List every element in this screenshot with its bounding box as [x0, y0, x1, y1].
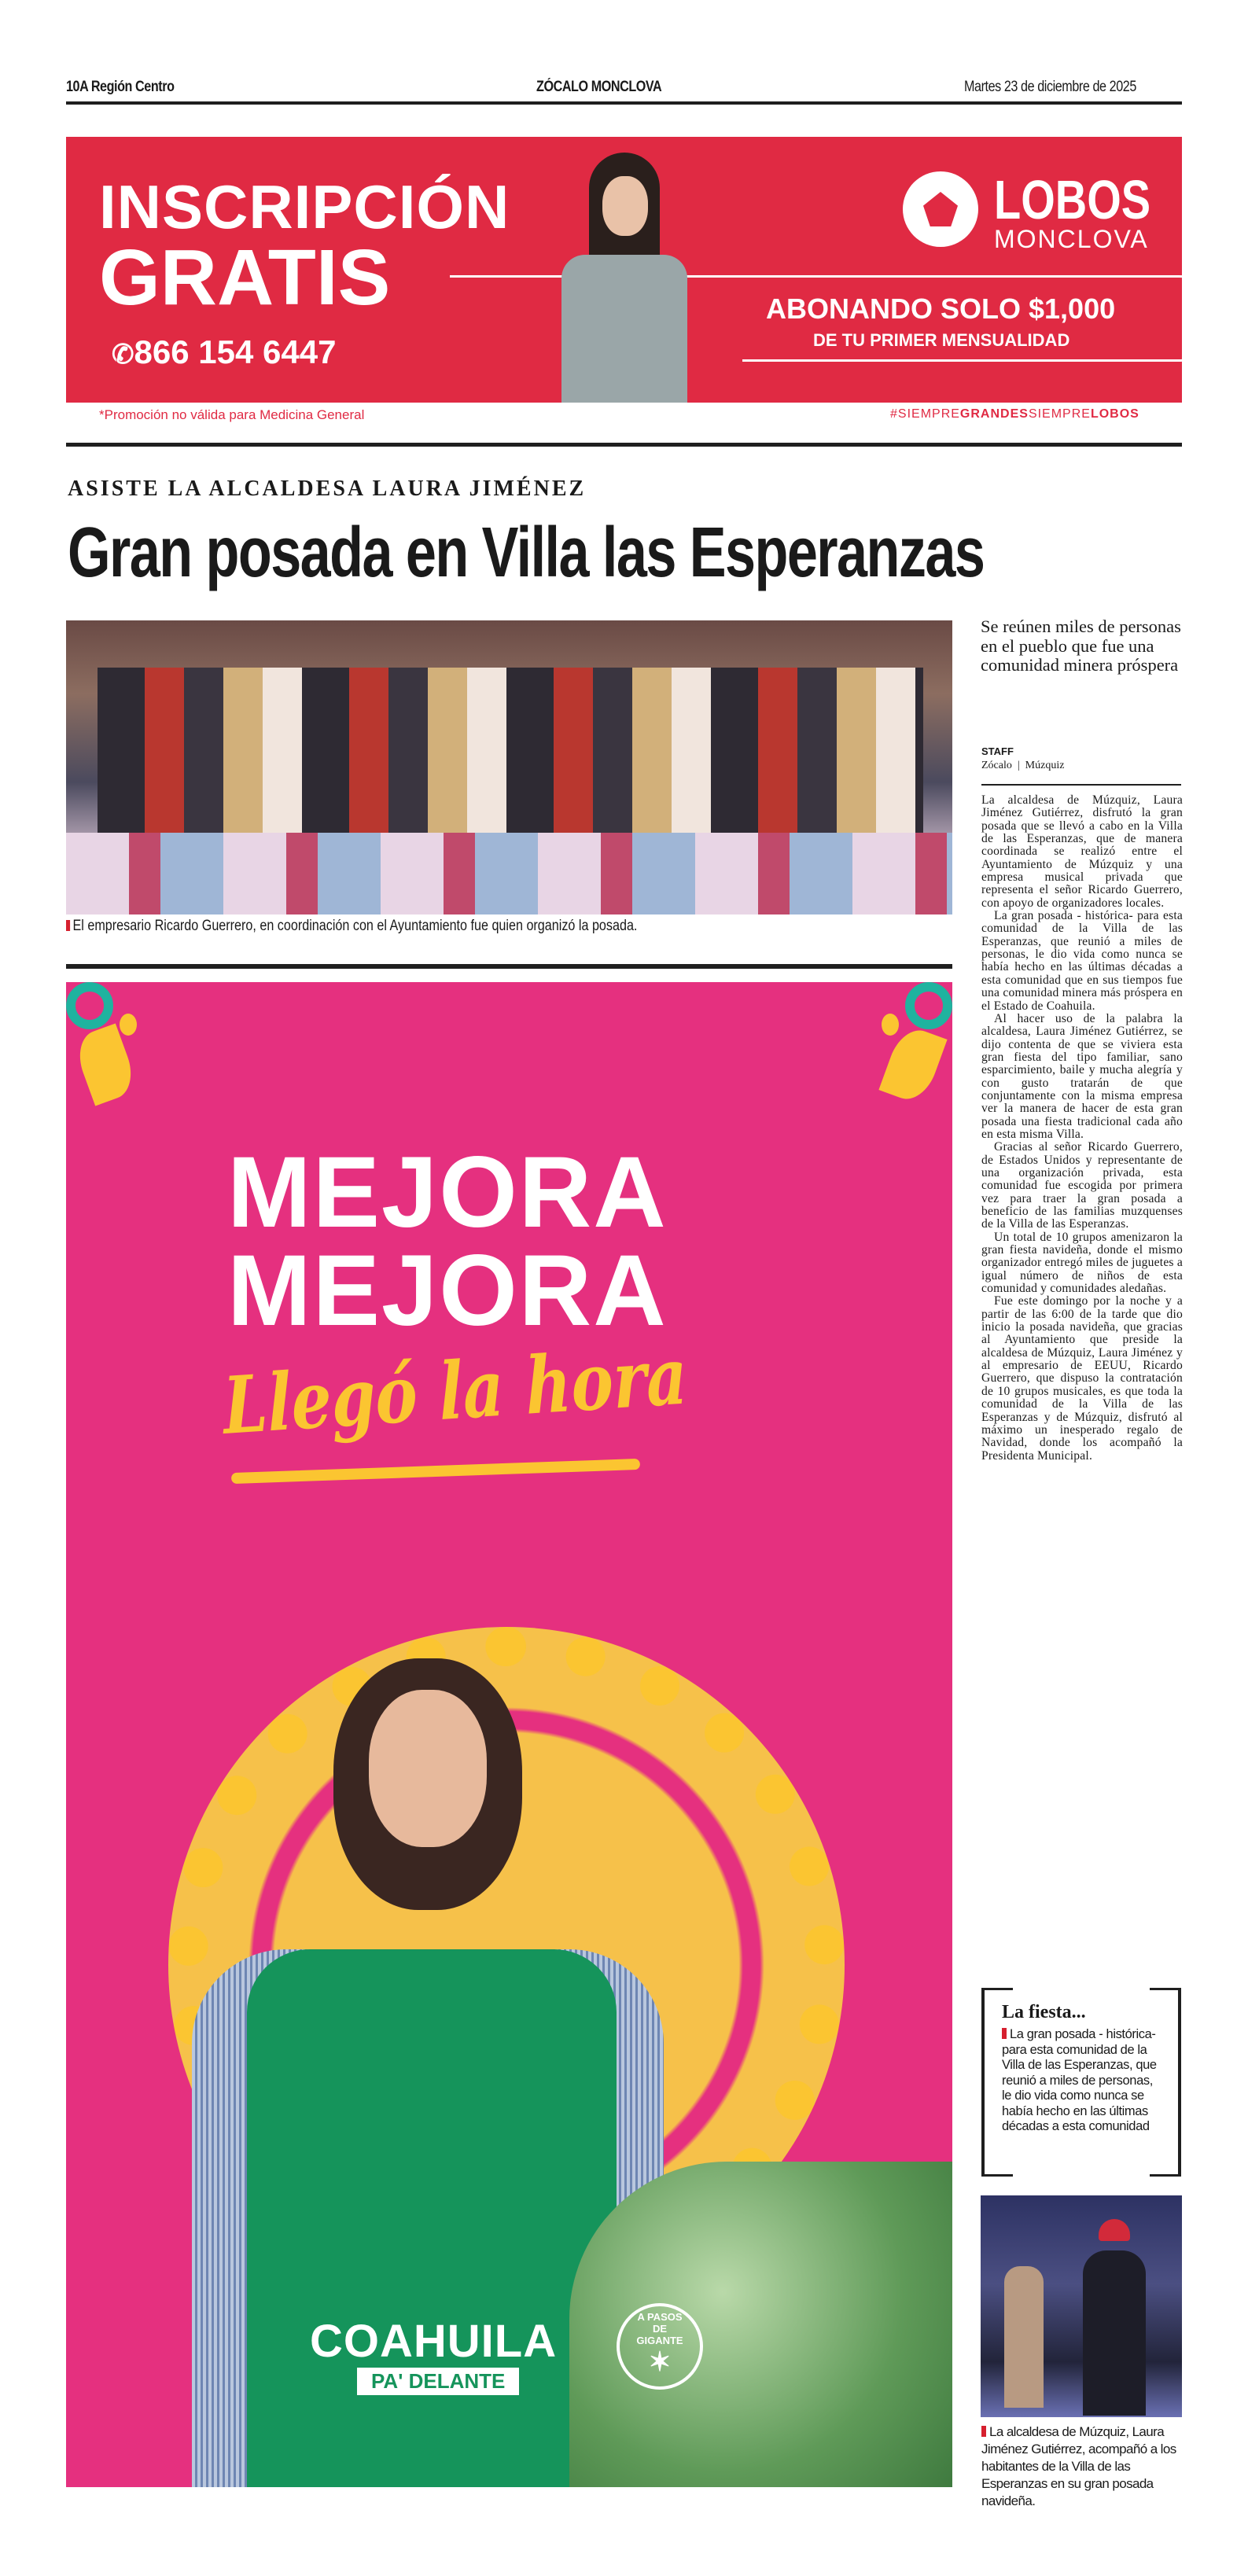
section-rule [66, 443, 1182, 447]
caption-marker-icon [981, 2426, 986, 2437]
article-kicker: ASISTE LA ALCALDESA LAURA JIMÉNEZ [68, 477, 587, 501]
posada-group-photo [66, 620, 952, 914]
ad-model-photo [554, 153, 695, 403]
ad-brand: LOBOS [994, 169, 1151, 230]
body-paragraph: Un total de 10 grupos amenizaron la gran fiesta navideña, donde el mismo organizador entregó miles de juguetes a igual número de niños de esta comunidad y comunidades aledañas. [981, 1230, 1183, 1296]
folio-rule [66, 101, 1182, 105]
mayor-stage-photo [981, 2195, 1182, 2417]
flower-decoration [905, 982, 952, 1029]
flower-decoration [882, 1014, 899, 1036]
ad-brand-sub: MONCLOVA [994, 225, 1149, 253]
flower-decoration [71, 1023, 139, 1106]
ad-script-tagline: Llegó la hora [221, 1329, 689, 1452]
seal-text: A PASOS DE GIGANTE [636, 2311, 683, 2346]
photo-caption [66, 918, 637, 935]
photo2-caption [981, 2423, 1187, 2510]
hashtag-part: SIEMPRE [1028, 407, 1091, 421]
body-paragraph: Gracias al señor Ricardo Guerrero, de Estados Unidos y representante de una organización privada, esta comunidad fue escogida por primera vez para traer la gran posada a beneficio de las familias muzquenses de la Villa de las Esperanzas. [981, 1140, 1183, 1231]
coahuila-ad[interactable] [66, 982, 952, 2487]
flower-decoration [120, 1014, 137, 1036]
sidebar-text [1002, 2027, 1163, 2135]
a-pasos-de-gigante-seal [617, 2303, 703, 2390]
sidebar-title: La fiesta... [1002, 2002, 1086, 2022]
hashtag-part: GRANDES [959, 407, 1029, 421]
body-paragraph: Al hacer uso de la palabra la alcaldesa, Laura Jiménez Gutiérrez, se dijo contenta de que se viviera esta gran fiesta del tipo familiar, sano esparcimiento, baile y mucha alegría y con gusto tratarán de que conjuntamente con la misma empresa ver la manera de hacer de esta gran posada una fiesta tradicional cada año en esta misma Villa. [981, 1011, 1183, 1141]
ad-hashtag [890, 407, 1139, 421]
ad-mejora-line2: MEJORA [227, 1235, 668, 1347]
lobos-ad[interactable] [66, 137, 1182, 403]
ad-mejora-line1: MEJORA [227, 1136, 668, 1249]
folio-paper-name: ZÓCALO MONCLOVA [536, 79, 662, 95]
photo-caption-text: El empresario Ricardo Guerrero, en coordinación con el Ayuntamiento fue quien organizó la posada. [72, 918, 638, 934]
article-byline: STAFF [981, 745, 1014, 757]
article-deck: Se reúnen miles de personas en el pueblo que fue una comunidad minera próspera [981, 616, 1181, 675]
photo2-caption-text: La alcaldesa de Múzquiz, Laura Jiménez Gutiérrez, acompañó a los habitantes de la Villa de las Esperanzas en su gran posada navideña. [981, 2424, 1176, 2508]
sidebar-text-content: La gran posada - histórica- para esta comunidad de la Villa de las Esperanzas, que reunió a miles de personas, le dio vida como nunca se había hecho en las últimas décadas a esta comunidad [1002, 2027, 1157, 2133]
ad-offer-sub: DE TU PRIMER MENSUALIDAD [813, 330, 1070, 350]
coahuila-logo: COAHUILA [310, 2316, 558, 2367]
sidebar-marker-icon [1002, 2028, 1007, 2039]
flower-decoration [878, 1023, 947, 1106]
ad-phone-number: 866 154 6447 [134, 333, 337, 370]
candidate-vest [247, 1949, 617, 2487]
article-headline: Gran posada en Villa las Esperanzas [68, 513, 985, 592]
article-body [981, 794, 1183, 1463]
byline-rule [981, 784, 1181, 786]
ad-top-rule [66, 964, 952, 969]
ad-offer: ABONANDO SOLO $1,000 [766, 293, 1116, 325]
article-dateline: Zócalo | Múzquiz [981, 760, 1065, 771]
brush-underline [231, 1459, 640, 1484]
candidate-face [369, 1690, 487, 1847]
folio-date: Martes 23 de diciembre de 2025 [964, 79, 1136, 95]
ad-footnote: *Promoción no válida para Medicina General [99, 407, 365, 422]
star-icon: ✶ [648, 2347, 672, 2377]
ad-headline-inscripcion: INSCRIPCIÓN [99, 172, 510, 241]
lobos-wolf-logo-icon [903, 171, 978, 247]
ad-headline-gratis: GRATIS [99, 234, 391, 322]
body-paragraph: Fue este domingo por la noche y a partir de las 6:00 de la tarde que dio inicio la posada navideña, que gracias al Ayuntamiento que preside la alcaldesa de Múzquiz, Laura Jiménez y al empresario de EEUU, Ricardo Guerrero, que dispuso la contratación de 10 grupos musicales, es que toda la comunidad de la Villa de las Esperanzas y de Múzquiz, disfrutó al máximo un inesperado regalo de Navidad, donde los acompañó la Presidenta Municipal. [981, 1294, 1183, 1463]
folio-section: 10A Región Centro [66, 79, 175, 95]
ad-phone[interactable] [112, 333, 336, 371]
body-paragraph: La alcaldesa de Múzquiz, Laura Jiménez Gutiérrez, disfrutó la gran posada que se llevó a cabo en la Villa de las Esperanzas, que de manera coordinada se realizó entre el Ayuntamiento de Múzquiz y una empresa musical privada que representa el señor Ricardo Guerrero, con apoyo de organizadores locales. [981, 793, 1183, 910]
sidebar-box [981, 1988, 1181, 2177]
hashtag-part: LOBOS [1090, 407, 1139, 421]
flower-decoration [66, 982, 113, 1029]
caption-marker-icon [66, 920, 70, 931]
coahuila-logo-sub: PA' DELANTE [357, 2368, 519, 2395]
whatsapp-icon: ✆ [112, 340, 134, 370]
body-paragraph: La gran posada - histórica- para esta comunidad de la Villa de las Esperanzas, que reunió a miles de personas, le dio vida como nunca se había hecho en las últimas décadas a esta comunidad que en sus tiempos fue una comunidad minera más próspera en el Estado de Coahuila. [981, 909, 1183, 1013]
hashtag-part: #SIEMPRE [890, 407, 960, 421]
